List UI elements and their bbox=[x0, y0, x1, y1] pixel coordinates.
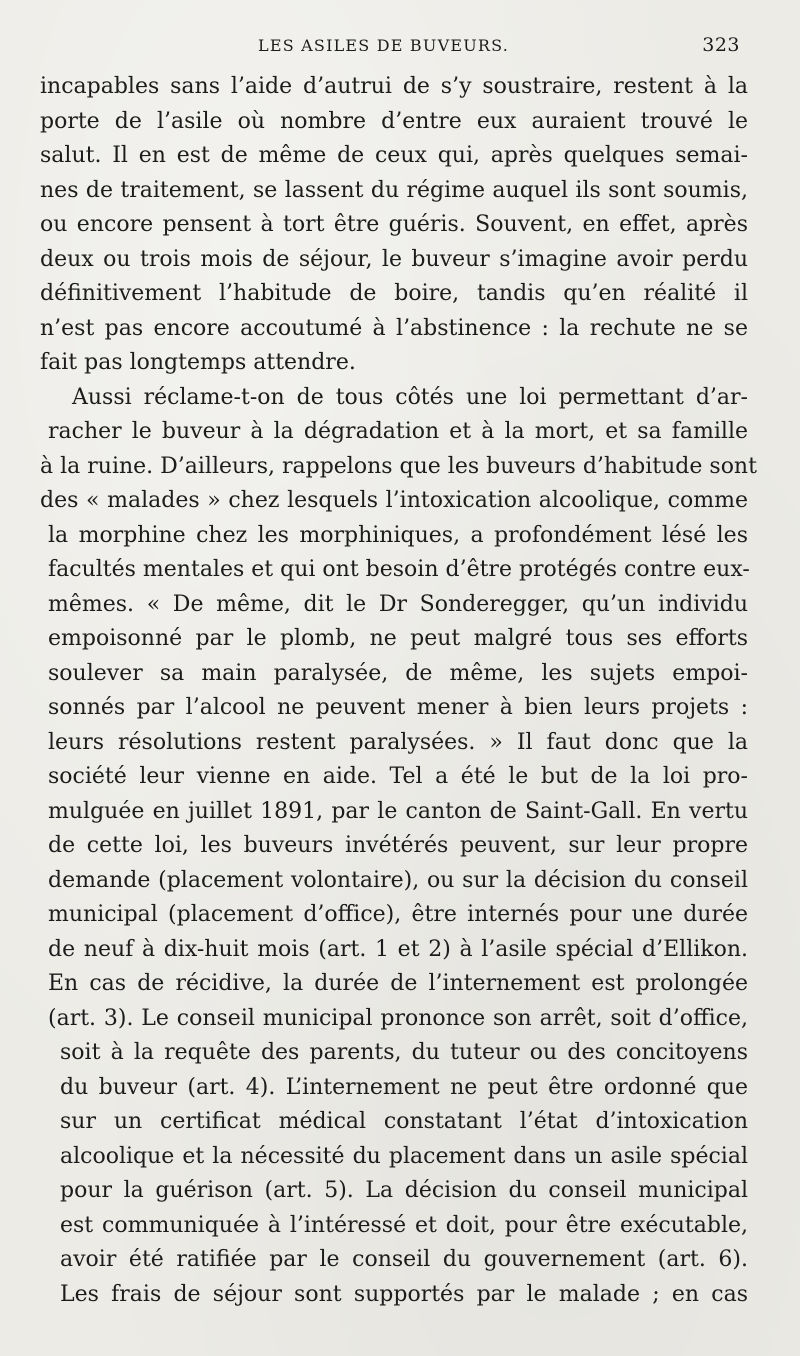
text-line: (art. 3). Le conseil municipal prononce son arrêt, soit d’office, bbox=[48, 1005, 748, 1031]
text-line: pour la guérison (art. 5). La décision du conseil municipal bbox=[60, 1178, 748, 1203]
page-number: 323 bbox=[702, 34, 740, 56]
text-line: salut. Il en est de même de ceux qui, après quelques semai- bbox=[40, 143, 748, 168]
text-line: facultés mentales et qui ont besoin d’être protégés contre eux- bbox=[48, 557, 750, 582]
text-line: deux ou trois mois de séjour, le buveur s’imagine avoir perdu bbox=[40, 246, 748, 272]
running-head bbox=[40, 32, 740, 62]
text-line: En cas de récidive, la durée de l’internement est prolongée bbox=[48, 971, 748, 996]
text-line: n’est pas encore accoutumé à l’abstinence : la rechute ne se bbox=[40, 315, 748, 341]
text-line: racher le buveur à la dégradation et à la mort, et sa famille bbox=[48, 419, 748, 444]
text-line: municipal (placement d’office), être internés pour une durée bbox=[48, 902, 748, 927]
text-line: soit à la requête des parents, du tuteur ou des concitoyens bbox=[60, 1040, 748, 1065]
text-line: ou encore pensent à tort être guéris. Souvent, en effet, après bbox=[40, 212, 748, 237]
text-line: du buveur (art. 4). L’internement ne peut être ordonné que bbox=[60, 1074, 748, 1100]
text-line: incapables sans l’aide d’autrui de s’y soustraire, restent à la bbox=[40, 74, 748, 99]
text-line: sur un certificat médical constatant l’état d’intoxication bbox=[60, 1109, 748, 1134]
running-title: LES ASILES DE BUVEURS. bbox=[258, 36, 510, 55]
text-line: est communiquée à l’intéressé et doit, pour être exécutable, bbox=[60, 1212, 748, 1238]
text-line: porte de l’asile où nombre d’entre eux auraient trouvé le bbox=[40, 108, 748, 134]
text-line: empoisonné par le plomb, ne peut malgré tous ses efforts bbox=[48, 626, 748, 651]
text-line: soulever sa main paralysée, de même, les sujets empoi- bbox=[48, 660, 748, 686]
text-line: de neuf à dix-huit mois (art. 1 et 2) à l’asile spécial d’Ellikon. bbox=[48, 936, 748, 962]
text-line: société leur vienne en aide. Tel a été le but de la loi pro- bbox=[48, 764, 748, 789]
text-line: mulguée en juillet 1891, par le canton de Saint-Gall. En vertu bbox=[48, 798, 748, 824]
text-line: à la ruine. D’ailleurs, rappelons que les buveurs d’habitude sont bbox=[40, 453, 757, 479]
text-line: mêmes. « De même, dit le Dr Sonderegger, qu’un individu bbox=[48, 591, 748, 617]
text-line: de cette loi, les buveurs invétérés peuvent, sur leur propre bbox=[48, 833, 748, 858]
text-line: définitivement l’habitude de boire, tandis qu’en réalité il bbox=[40, 281, 748, 306]
paragraph-first-line: Aussi réclame-t-on de tous côtés une loi permettant d’ar- bbox=[72, 384, 748, 410]
text-line: Les frais de séjour sont supportés par le malade ; en cas bbox=[60, 1281, 748, 1307]
body-text bbox=[40, 70, 757, 1312]
text-line: nes de traitement, se lassent du régime auquel ils sont soumis, bbox=[40, 177, 748, 203]
text-line: la morphine chez les morphiniques, a profondément lésé les bbox=[48, 522, 748, 548]
paragraph-last-line: fait pas longtemps attendre. bbox=[40, 350, 356, 375]
text-line: avoir été ratifiée par le conseil du gouvernement (art. 6). bbox=[60, 1247, 748, 1272]
text-line: leurs résolutions restent paralysées. » Il faut donc que la bbox=[48, 729, 748, 755]
text-line: sonnés par l’alcool ne peuvent mener à bien leurs projets : bbox=[48, 695, 748, 720]
text-line: demande (placement volontaire), ou sur la décision du conseil bbox=[48, 867, 748, 893]
text-line: des « malades » chez lesquels l’intoxication alcoolique, comme bbox=[40, 488, 748, 513]
text-line: alcoolique et la nécessité du placement dans un asile spécial bbox=[60, 1143, 748, 1169]
